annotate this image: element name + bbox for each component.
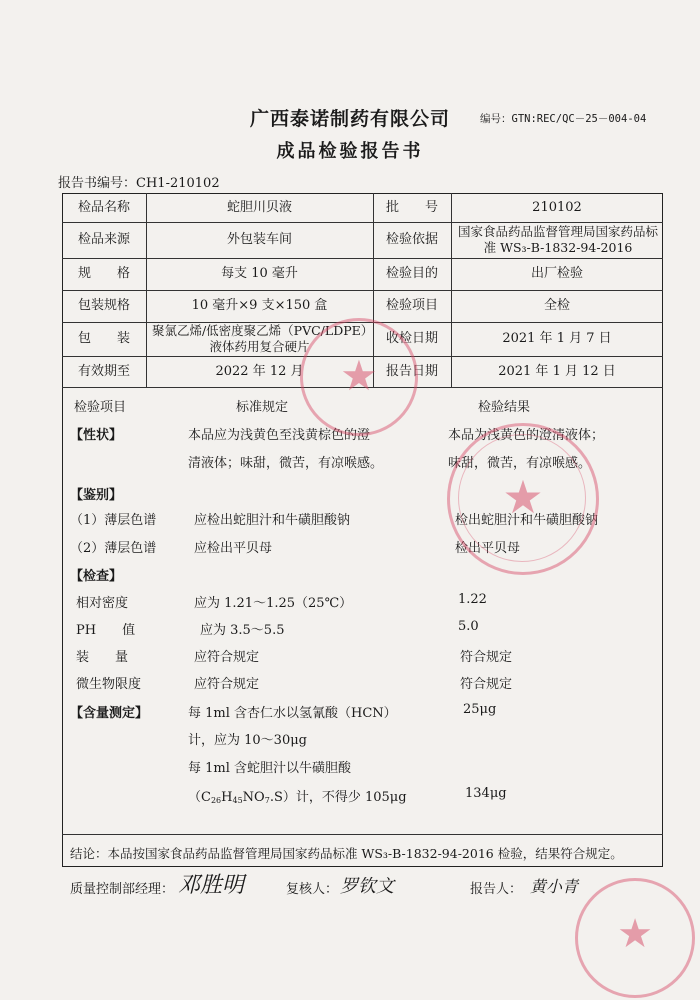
formula-subscript: 7	[264, 796, 270, 805]
assay-standard-1-line2: 计，应为 10～30μg	[188, 733, 307, 748]
character-result-line2: 味甜，微苦，有凉喉感。	[448, 456, 592, 471]
inspection-standard: 应为 1.21～1.25（25℃）	[194, 596, 353, 611]
packing-spec-value: 10 毫升×9 支×150 盒	[191, 298, 328, 313]
seal-stamp-left	[300, 318, 418, 436]
row-divider	[62, 834, 663, 835]
basis-value: 国家食品药品监督管理局国家药品标准 WS₃-B-1832-94-2016	[457, 224, 658, 255]
inspection-item: 装 量	[76, 650, 129, 665]
reviewer-signature: 罗钦文	[340, 876, 394, 897]
inspection-item: 相对密度	[76, 596, 129, 611]
report-number	[58, 172, 220, 191]
basis-label: 检验依据	[385, 232, 438, 247]
results-col-item: 检验项目	[74, 400, 127, 415]
reviewer-label: 复核人：	[286, 882, 339, 897]
packaging-label: 包 装	[77, 331, 130, 346]
company-name: 广西泰诺制药有限公司	[249, 108, 450, 130]
inspection-result: 符合规定	[460, 650, 513, 665]
inspection-item: 微生物限度	[76, 677, 142, 692]
formula-part: NO	[242, 790, 265, 805]
formula-part: （C	[188, 790, 211, 805]
star-icon: ★	[502, 470, 544, 524]
inspection-seal-stamp	[447, 423, 599, 575]
results-col-result: 检验结果	[478, 400, 531, 415]
formula-subscript: 26	[210, 796, 222, 805]
character-result-line1: 本品为浅黄色的澄清液体；	[448, 428, 605, 443]
star-icon: ★	[340, 351, 378, 400]
batch-value: 210102	[532, 199, 582, 215]
source-value: 外包装车间	[226, 232, 292, 247]
identification-standard: 应检出蛇胆汁和牛磺胆酸钠	[194, 513, 351, 528]
formula-part: .S）计，不得少 105μg	[269, 790, 407, 805]
packaging-value: 聚氯乙烯/低密度聚乙烯（PVC/LDPE）液体药用复合硬片	[151, 323, 368, 354]
reporter-label: 报告人：	[470, 882, 523, 897]
qc-manager-label: 质量控制部经理：	[70, 882, 175, 897]
product-name-value: 蛇胆川贝液	[226, 199, 292, 215]
test-items-label: 检验项目	[385, 298, 438, 313]
received-date-value: 2021 年 1 月 7 日	[502, 331, 612, 346]
expiry-value: 2022 年 12 月	[215, 363, 304, 379]
inspection-result: 1.22	[458, 592, 487, 607]
inspection-standard: 应符合规定	[194, 650, 260, 665]
reporter-signature: 黄小青	[530, 877, 579, 896]
received-date-label: 收检日期	[385, 331, 438, 346]
identification-heading: 【鉴别】	[70, 488, 123, 503]
spec-value: 每支 10 毫升	[221, 266, 298, 281]
assay-result-1: 25μg	[463, 702, 497, 717]
product-name-label: 检品名称	[77, 199, 130, 215]
star-icon: ★	[617, 911, 653, 957]
report-date-value: 2021 年 1 月 12 日	[498, 363, 616, 379]
results-col-standard: 标准规定	[236, 400, 289, 415]
character-standard-line1: 本品应为浅黄色至浅黄棕色的澄	[188, 428, 371, 443]
inspection-heading: 【检查】	[70, 569, 123, 584]
document-code: 编号：GTN:REC/QC－25－004-04	[480, 113, 647, 125]
conclusion: 结论：本品按国家食品药品监督管理局国家药品标准 WS₃-B-1832-94-2016 检验，结果符合规定。	[70, 846, 623, 861]
character-standard-line2: 清液体；味甜，微苦，有凉喉感。	[188, 456, 384, 471]
assay-result-2: 134μg	[465, 786, 507, 801]
formula-part: H	[221, 790, 233, 805]
qc-manager-signature: 邓胜明	[178, 873, 245, 898]
purpose-value: 出厂检验	[530, 266, 583, 281]
identification-result: 检出平贝母	[455, 541, 521, 556]
inspection-standard: 应符合规定	[194, 677, 260, 692]
packing-spec-label: 包装规格	[77, 298, 130, 313]
inspection-result: 符合规定	[460, 677, 513, 692]
assay-standard-2-line1: 每 1ml 含蛇胆汁以牛磺胆酸	[188, 761, 352, 776]
report-number-value: CH1-210102	[136, 176, 220, 191]
source-label: 检品来源	[77, 232, 130, 247]
report-number-label: 报告书编号：	[58, 176, 137, 191]
assay-heading: 【含量测定】	[70, 706, 149, 721]
test-items-value: 全检	[543, 298, 570, 313]
inspection-item: PH 值	[76, 623, 136, 638]
inspection-standard: 应为 3.5～5.5	[200, 623, 285, 638]
report-title: 成品检验报告书	[276, 141, 424, 162]
assay-standard-1-line1: 每 1ml 含杏仁水以氢氰酸（HCN）	[188, 706, 397, 721]
spec-label: 规 格	[77, 266, 130, 281]
inspection-result: 5.0	[458, 619, 479, 634]
report-date-label: 报告日期	[385, 363, 438, 379]
identification-item: （2）薄层色谱	[70, 541, 157, 556]
purpose-label: 检验目的	[385, 266, 438, 281]
formula-subscript: 45	[232, 796, 243, 805]
expiry-label: 有效期至	[77, 363, 130, 379]
batch-label: 批 号	[385, 199, 438, 215]
identification-standard: 应检出平贝母	[194, 541, 273, 556]
company-seal-stamp	[575, 878, 695, 998]
character-heading: 【性状】	[70, 428, 123, 443]
assay-standard-2-line2	[188, 786, 407, 805]
identification-result: 检出蛇胆汁和牛磺胆酸钠	[455, 513, 599, 528]
identification-item: （1）薄层色谱	[70, 513, 157, 528]
